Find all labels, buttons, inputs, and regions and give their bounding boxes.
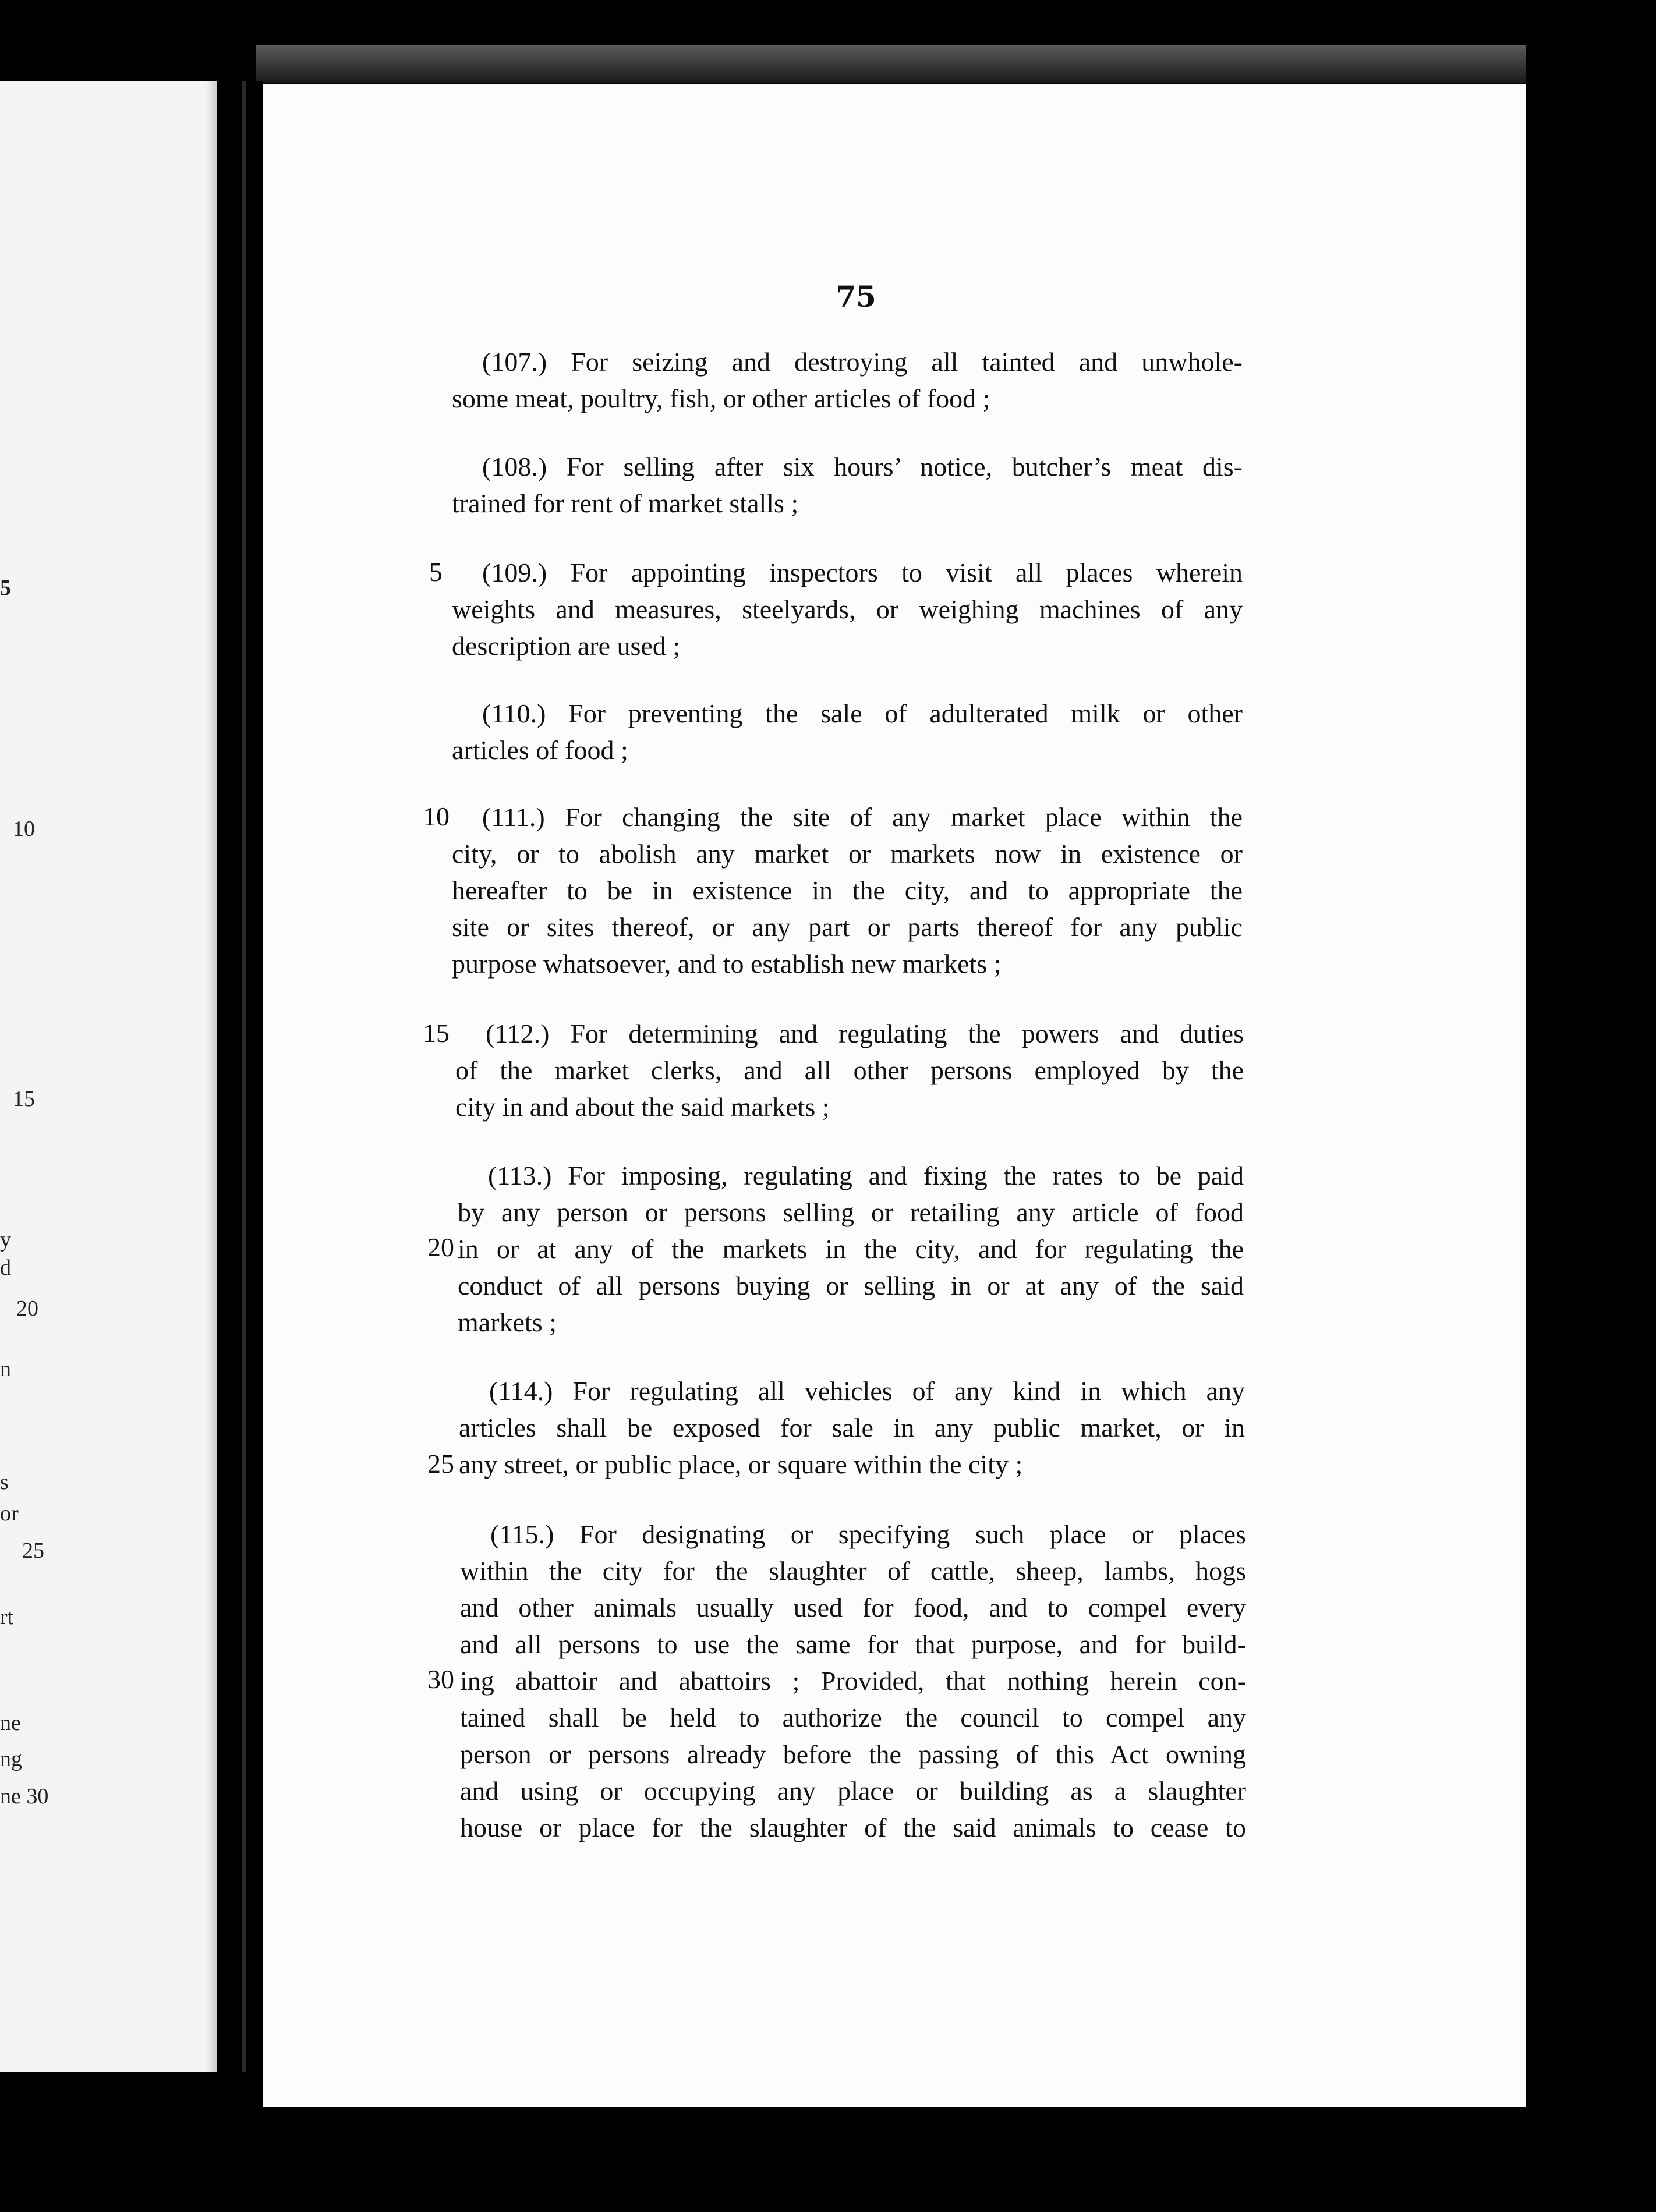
text-line: description are used ; — [452, 631, 681, 661]
margin-line-number: 30 — [427, 1664, 454, 1694]
text-line: city, or to abolish any market or markets now in existence or — [452, 839, 1243, 869]
paragraph-113 — [458, 1157, 1244, 1341]
text-line: (108.) For selling after six hours’ notice, butcher’s meat dis- — [482, 452, 1243, 481]
paragraph-110 — [452, 695, 1243, 768]
paragraph-107 — [452, 343, 1243, 417]
left-page-fragment: rt — [0, 1605, 14, 1629]
book-gutter — [217, 81, 263, 2072]
text-line: and using or occupying any place or building as a slaughter — [460, 1776, 1246, 1806]
paragraph-109 — [452, 554, 1243, 664]
text-line: weights and measures, steelyards, or weighing machines of any — [452, 594, 1243, 624]
margin-line-number: 15 — [423, 1018, 450, 1048]
text-line: conduct of all persons buying or selling in or at any of the said — [458, 1271, 1244, 1300]
left-page-fragment: or — [0, 1501, 19, 1526]
text-line: within the city for the slaughter of cattle, sheep, lambs, hogs — [460, 1556, 1246, 1586]
text-line: by any person or persons selling or retailing any article of food — [458, 1197, 1244, 1227]
left-page-fragment: 10 — [13, 817, 35, 841]
text-line: (109.) For appointing inspectors to visit all places wherein — [482, 558, 1243, 587]
margin-line-number: 20 — [427, 1232, 454, 1262]
book-top-edge — [256, 45, 1526, 83]
text-line: (114.) For regulating all vehicles of any kind in which any — [489, 1376, 1245, 1406]
text-line: hereafter to be in existence in the city, and to appropriate the — [452, 875, 1243, 905]
text-line: some meat, poultry, fish, or other articles of food ; — [452, 384, 990, 413]
text-line: site or sites thereof, or any part or parts thereof for any public — [452, 912, 1243, 942]
left-page-fragment: n — [0, 1357, 11, 1381]
paragraph-111 — [452, 799, 1243, 982]
left-page — [0, 81, 217, 2072]
text-line: in or at any of the markets in the city, and for regulating the — [458, 1234, 1244, 1264]
left-page-fragment: y — [0, 1228, 11, 1252]
spine-edge — [242, 81, 246, 2072]
page-number: 75 — [836, 279, 876, 314]
text-line: purpose whatsoever, and to establish new markets ; — [452, 949, 1002, 979]
text-line: city in and about the said markets ; — [455, 1092, 830, 1122]
margin-line-number: 10 — [423, 802, 450, 831]
margin-line-number: 5 — [429, 557, 443, 587]
left-page-fragment: 20 — [16, 1296, 38, 1321]
text-line: and other animals usually used for food, and to compel every — [460, 1593, 1246, 1622]
text-line: tained shall be held to authorize the council to compel any — [460, 1703, 1246, 1732]
text-line: articles shall be exposed for sale in any public market, or in — [459, 1413, 1245, 1442]
left-page-fragment: 15 — [13, 1087, 35, 1111]
paragraph-108 — [452, 448, 1243, 522]
text-line: of the market clerks, and all other persons employed by the — [455, 1055, 1244, 1085]
text-line: articles of food ; — [452, 735, 628, 765]
text-line: markets ; — [458, 1307, 557, 1337]
text-line: trained for rent of market stalls ; — [452, 488, 799, 518]
text-line: person or persons already before the passing of this Act owning — [460, 1739, 1246, 1769]
paragraph-115 — [460, 1516, 1246, 1846]
left-page-fragment: s — [0, 1470, 9, 1494]
text-line: (111.) For changing the site of any market place within the — [482, 802, 1243, 832]
left-page-fragment: d — [0, 1256, 11, 1280]
left-page-fragment: ne — [0, 1711, 21, 1735]
text-line: any street, or public place, or square within the city ; — [459, 1449, 1023, 1479]
left-page-fragment: ng — [0, 1747, 22, 1771]
left-page-fragment: 25 — [22, 1539, 44, 1563]
left-page-fragment: ne 30 — [0, 1784, 49, 1809]
paragraph-114 — [459, 1373, 1245, 1483]
left-page-fragment: 5 — [0, 576, 11, 600]
text-line: (107.) For seizing and destroying all tainted and unwhole- — [482, 347, 1243, 377]
margin-line-number: 25 — [427, 1449, 454, 1479]
text-line: (110.) For preventing the sale of adulterated milk or other — [482, 699, 1243, 728]
text-line: and all persons to use the same for that purpose, and for build- — [460, 1629, 1246, 1659]
paragraph-112 — [455, 1015, 1244, 1125]
text-line: (113.) For imposing, regulating and fixing the rates to be paid — [488, 1161, 1244, 1190]
text-line: ing abattoir and abattoirs ; Provided, that nothing herein con- — [460, 1666, 1246, 1696]
binding-shadow — [206, 81, 217, 2072]
text-line: (115.) For designating or specifying such place or places — [490, 1519, 1246, 1549]
text-line: house or place for the slaughter of the said animals to cease to — [460, 1813, 1246, 1842]
text-line: (112.) For determining and regulating the powers and duties — [486, 1019, 1244, 1048]
